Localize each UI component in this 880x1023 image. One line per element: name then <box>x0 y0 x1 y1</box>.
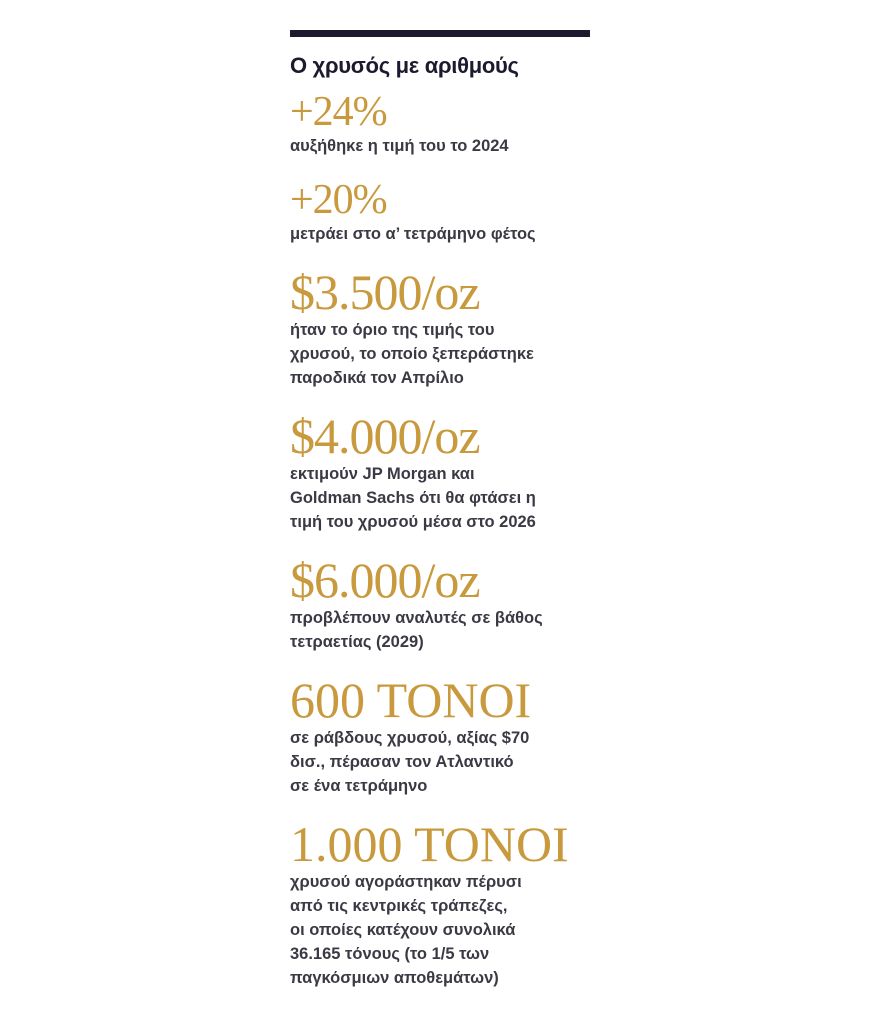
stat-description: προβλέπουν αναλυτές σε βάθος τετραετίας (2029) <box>290 609 543 651</box>
stat-value: 600 ΤΟΝΟΙ <box>290 672 532 728</box>
stat-item <box>290 818 590 990</box>
stat-value: 1.000 ΤΟΝΟΙ <box>290 816 569 872</box>
stat-description: εκτιμούν JP Morgan και Goldman Sachs ότι θα φτάσει η τιμή του χρυσού μέσα στο 2026 <box>290 465 536 531</box>
stat-description: μετράει στο α’ τετράμηνο φέτος <box>290 225 536 243</box>
stat-item <box>290 266 590 390</box>
stat-value: +24% <box>290 89 387 135</box>
stat-item <box>290 178 590 246</box>
stat-value: $4.000/oz <box>290 408 480 464</box>
stat-description: αυξήθηκε η τιμή του το 2024 <box>290 137 509 155</box>
top-rule <box>290 30 590 37</box>
stat-description: χρυσού αγοράστηκαν πέρυσι από τις κεντρικές τράπεζες, οι οποίες κατέχουν συνολικά 36.165 τόνους (το 1/5 των παγκόσμιων αποθεμάτων) <box>290 873 522 987</box>
gold-facts-panel <box>290 30 590 1010</box>
stat-item <box>290 674 590 798</box>
stat-value: +20% <box>290 177 387 223</box>
stat-description: σε ράβδους χρυσού, αξίας $70 δισ., πέρασαν τον Ατλαντικό σε ένα τετράμηνο <box>290 729 530 795</box>
stat-description: ήταν το όριο της τιμής του χρυσού, το οποίο ξεπεράστηκε παροδικά τον Απρίλιο <box>290 321 534 387</box>
stat-value: $6.000/oz <box>290 552 480 608</box>
stat-item <box>290 410 590 534</box>
stat-item <box>290 90 590 158</box>
stat-item <box>290 554 590 654</box>
stat-value: $3.500/oz <box>290 264 480 320</box>
panel-title: Ο χρυσός με αριθμούς <box>290 53 519 78</box>
